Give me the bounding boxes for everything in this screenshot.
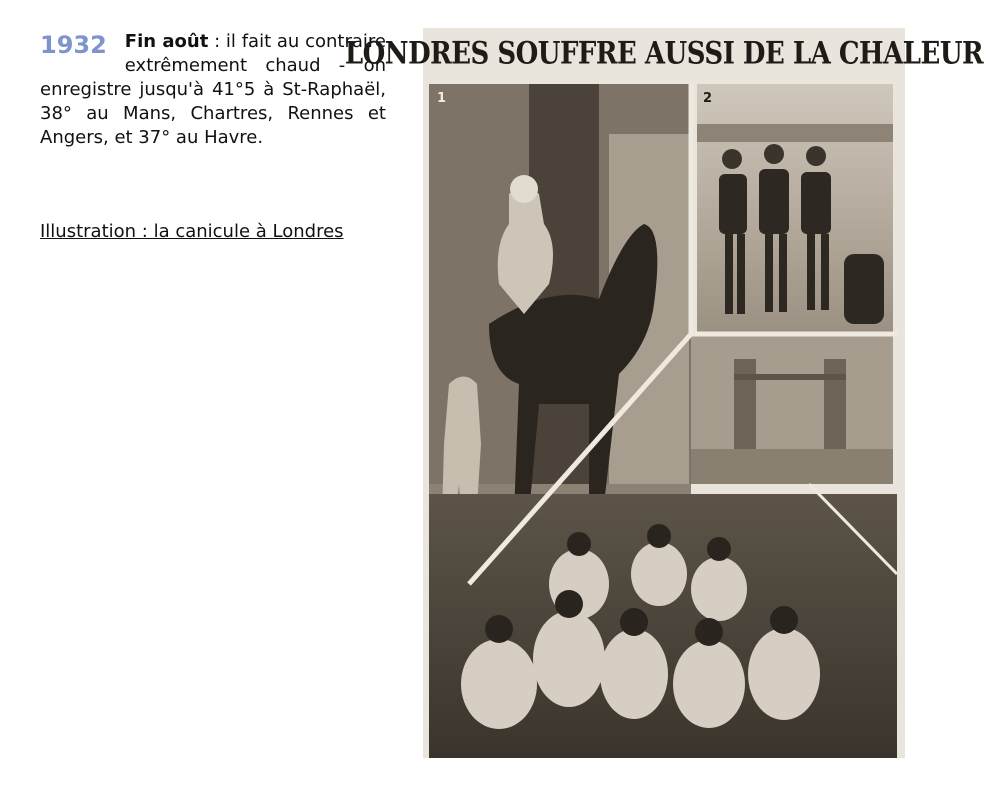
- entry-paragraph: [40, 30, 386, 150]
- panel-number: 2: [703, 91, 713, 106]
- clipping-photo: [429, 84, 897, 758]
- bridge-tower: [824, 359, 846, 449]
- illustration-caption-text: Illustration : la canicule à Londres: [40, 221, 344, 242]
- panel-number: 1: [437, 91, 447, 106]
- clipping-headline: LONDRES SOUFFRE AUSSI DE LA CHALEUR: [344, 36, 984, 72]
- entry-text: : il fait au contraire extrêmement chaud - on enregistre jusqu'à 41°5 à St-Raphaël, 38° au Mans, Chartres, Rennes et Angers, et 37° au Havre.: [40, 31, 386, 148]
- river: [691, 449, 893, 484]
- text-column: [40, 30, 386, 244]
- riverbank: [697, 124, 893, 142]
- rider-helmet: [510, 175, 538, 203]
- bridge-tower: [734, 359, 756, 449]
- newspaper-clipping: [344, 28, 984, 758]
- entry-lead: Fin août: [124, 31, 209, 52]
- bridge-walkway: [734, 374, 846, 380]
- illustration-caption: [40, 220, 386, 244]
- year-label: 1932: [40, 31, 107, 59]
